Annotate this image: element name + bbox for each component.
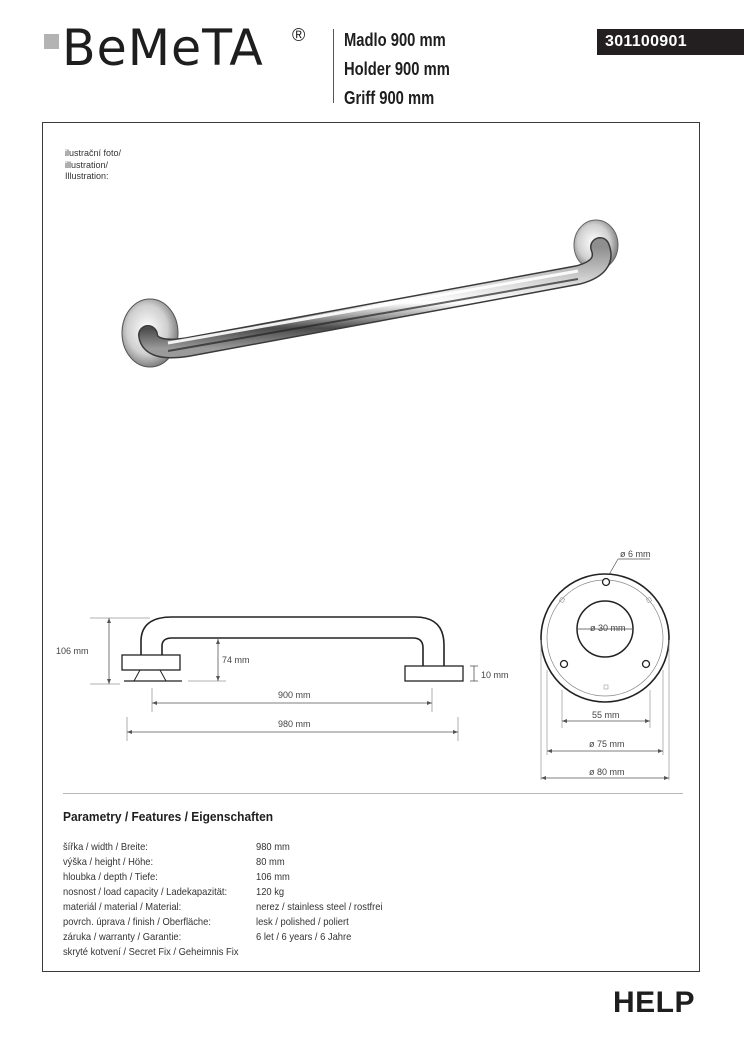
caption-line: ilustrační foto/ (65, 148, 122, 158)
feature-row (63, 945, 394, 960)
feature-label: záruka / warranty / Garantie: (63, 932, 182, 943)
registered-mark: ® (292, 25, 306, 45)
dim-900: 900 mm (278, 690, 311, 700)
title-de: Griff 900 mm (344, 88, 435, 108)
dim-106: 106 mm (56, 646, 89, 656)
feature-value: 80 mm (256, 857, 285, 868)
product-titles (344, 26, 473, 113)
dim-screw-hole: ø 6 mm (620, 549, 651, 559)
feature-value: 120 kg (256, 887, 285, 898)
dim-outer-diameter: ø 80 mm (589, 767, 625, 777)
feature-label: skryté kotvení / Secret Fix / Geheimnis Fix (63, 947, 239, 958)
title-divider (333, 29, 334, 103)
feature-label: hloubka / depth / Tiefe: (63, 872, 158, 883)
feature-row (63, 930, 394, 945)
dim-inner-diameter: ø 75 mm (589, 739, 625, 749)
dim-center-hole: ø 30 mm (590, 623, 626, 633)
feature-row (63, 885, 394, 900)
feature-label: výška / height / Höhe: (63, 857, 154, 868)
feature-row (63, 870, 394, 885)
title-en: Holder 900 mm (344, 59, 450, 79)
product-code-badge: 301100901 (597, 29, 744, 55)
feature-label: povrch. úprava / finish / Oberfläche: (63, 917, 211, 928)
feature-label: šířka / width / Breite: (63, 842, 148, 853)
feature-label: nosnost / load capacity / Ladekapazität: (63, 887, 228, 898)
logo-mark (44, 34, 59, 49)
feature-value: 980 mm (256, 842, 290, 853)
dim-74: 74 mm (222, 655, 250, 665)
dim-hole-spacing: 55 mm (592, 710, 620, 720)
feature-row (63, 840, 394, 855)
features-title: Parametry / Features / Eigenschaften (63, 809, 274, 824)
brand-logo: BeMeTA (62, 19, 264, 77)
caption-line: Illustration: (65, 171, 109, 181)
feature-row (63, 915, 394, 930)
section-divider (63, 793, 683, 794)
flange-view-drawing (520, 540, 700, 780)
title-cz: Madlo 900 mm (344, 30, 446, 50)
feature-row (63, 855, 394, 870)
caption-line: illustration/ (65, 159, 109, 170)
feature-value: 6 let / 6 years / 6 Jahre (256, 932, 352, 943)
features-table (63, 840, 394, 960)
feature-row (63, 900, 394, 915)
illustration-caption (65, 148, 121, 183)
dim-980: 980 mm (278, 719, 311, 729)
series-name: HELP (613, 986, 696, 1019)
side-view-drawing (50, 600, 530, 750)
product-photo (108, 215, 628, 375)
dim-10: 10 mm (481, 670, 509, 680)
feature-value: nerez / stainless steel / rostfrei (256, 902, 383, 913)
feature-value: lesk / polished / poliert (256, 917, 349, 928)
feature-label: materiál / material / Material: (63, 902, 182, 913)
feature-value: 106 mm (256, 872, 290, 883)
